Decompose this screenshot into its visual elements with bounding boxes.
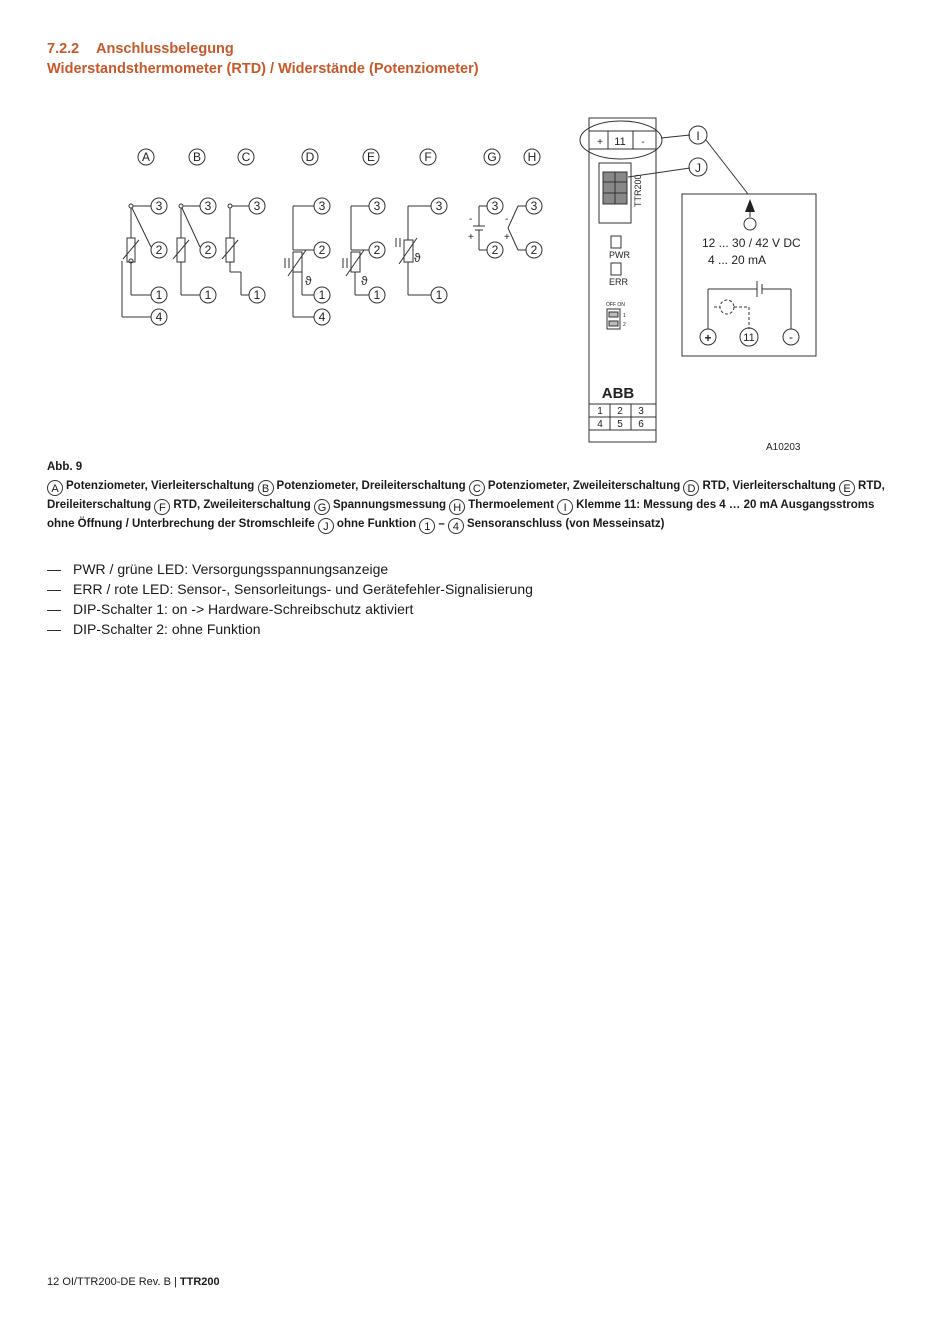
led-err-label: ERR — [609, 277, 629, 287]
list-item — [47, 579, 533, 599]
box-term-11: 11 — [743, 332, 755, 344]
device-terminal-5: 5 — [617, 419, 623, 430]
terminal-f-1: 1 — [435, 288, 443, 302]
notes-list — [47, 559, 533, 639]
theta-symbol-f: ϑ — [414, 251, 421, 265]
caption-key: 1 — [419, 518, 435, 534]
caption-text: RTD, Zweileiterschaltung — [173, 499, 311, 511]
supply-voltage: 12 ... 30 / 42 V DC — [702, 236, 801, 250]
device-ttr200 — [580, 118, 748, 442]
circuit-g — [468, 198, 503, 258]
variant-label-b: B — [192, 150, 202, 164]
device-terminal-6: 6 — [638, 419, 644, 430]
section-heading — [47, 41, 234, 57]
terminal-e-3: 3 — [373, 199, 381, 213]
dash-marker: — — [47, 581, 61, 597]
caption-key: 4 — [448, 518, 464, 534]
terminal-b-1: 1 — [204, 288, 212, 302]
dash-marker: — — [47, 601, 61, 617]
dip-1-label: 1 — [623, 313, 626, 319]
variant-label-g: G — [487, 150, 497, 164]
device-term-plus: + — [597, 137, 603, 148]
callout-i: I — [696, 129, 700, 143]
terminal-c-1: 1 — [253, 288, 261, 302]
section-subtitle: Widerstandsthermometer (RTD) / Widerstände (Potenziometer) — [47, 61, 479, 77]
dash-marker: — — [47, 561, 61, 577]
caption-key: H — [449, 499, 465, 515]
caption-key: G — [314, 499, 330, 515]
caption-item — [314, 499, 447, 514]
circuit-a — [122, 198, 167, 325]
caption-text: RTD, Vierleiterschaltung — [702, 480, 836, 492]
led-pwr-label: PWR — [609, 250, 630, 260]
output-current: 4 ... 20 mA — [708, 253, 767, 267]
variant-label-f: F — [424, 150, 432, 164]
terminal-e-2: 2 — [373, 243, 381, 257]
figure-code: A10203 — [766, 442, 801, 453]
device-terminal-1: 1 — [597, 406, 603, 417]
caption-text: Klemme 11: Messung des 4 … 20 mA Ausgangsstroms ohne Öffnung / Unterbrechung der Stromschleife — [47, 499, 875, 530]
circuit-c — [222, 198, 265, 303]
document-id: OI/TTR200-DE Rev. B — [62, 1276, 171, 1288]
circuit-e — [343, 198, 385, 303]
circuit-b — [173, 198, 216, 303]
section-number: 7.2.2 — [47, 41, 80, 57]
polarity-minus-h: - — [505, 214, 509, 225]
wiring-diagram — [0, 110, 950, 455]
terminal-d-2: 2 — [318, 243, 326, 257]
caption-range-sep: – — [438, 518, 445, 530]
terminal-a-1: 1 — [155, 288, 163, 302]
note-text: ERR / rote LED: Sensor-, Sensorleitungs- und Gerätefehler-Signalisierung — [73, 581, 533, 597]
variant-label-h: H — [527, 150, 537, 164]
section-title: Anschlussbelegung — [96, 41, 234, 57]
caption-title: Abb. 9 — [47, 461, 83, 473]
terminal-a-4: 4 — [155, 310, 163, 324]
variant-label-a: A — [141, 150, 151, 164]
terminal-a-2: 2 — [155, 243, 163, 257]
dash-marker: — — [47, 621, 61, 637]
theta-symbol-d: ϑ — [305, 274, 312, 288]
terminal-c-3: 3 — [253, 199, 261, 213]
circuit-f — [396, 198, 447, 303]
list-item — [47, 619, 533, 639]
terminal-d-1: 1 — [318, 288, 326, 302]
figure-caption — [47, 458, 902, 534]
caption-key: J — [318, 518, 334, 534]
product-name: TTR200 — [179, 1276, 220, 1288]
terminal-d-3: 3 — [318, 199, 326, 213]
abb-logo: ABB — [601, 385, 635, 402]
caption-key: B — [258, 480, 274, 496]
caption-item — [154, 499, 311, 514]
device-term-11: 11 — [614, 136, 626, 148]
terminal-g-2: 2 — [491, 243, 499, 257]
polarity-plus-h: + — [504, 232, 510, 243]
callout-j: J — [695, 161, 701, 175]
caption-text: Potenziometer, Dreileiterschaltung — [276, 480, 466, 492]
caption-text: Sensoranschluss (von Messeinsatz) — [466, 518, 665, 530]
list-item — [47, 599, 533, 619]
caption-item — [683, 480, 836, 495]
page-footer — [47, 1276, 220, 1288]
dip-title: OFF ON — [606, 302, 625, 308]
caption-text: Potenziometer, Vierleiterschaltung — [66, 480, 255, 492]
caption-key: F — [154, 499, 170, 515]
terminal-h-3: 3 — [530, 199, 538, 213]
caption-text: Potenziometer, Zweileiterschaltung — [487, 480, 681, 492]
terminal-d-4: 4 — [318, 310, 326, 324]
caption-text: Spannungsmessung — [332, 499, 447, 511]
terminal-b-3: 3 — [204, 199, 212, 213]
terminal-f-3: 3 — [435, 199, 443, 213]
dip-2-label: 2 — [623, 322, 626, 328]
box-term-minus: - — [789, 330, 793, 344]
footer-separator: | — [173, 1276, 177, 1288]
terminal-a-3: 3 — [155, 199, 163, 213]
caption-item — [318, 518, 417, 533]
variant-labels — [138, 149, 540, 165]
device-terminal-2: 2 — [617, 406, 623, 417]
caption-item — [449, 499, 554, 514]
device-model-label: TTR200 — [633, 174, 643, 207]
note-text: PWR / grüne LED: Versorgungsspannungsanzeige — [73, 561, 389, 577]
polarity-minus-g: - — [469, 214, 473, 225]
variant-label-c: C — [241, 150, 251, 164]
theta-symbol-e: ϑ — [361, 274, 368, 288]
circuit-h — [504, 198, 542, 258]
current-measurement-box — [682, 194, 816, 356]
terminal-b-2: 2 — [204, 243, 212, 257]
list-item — [47, 559, 533, 579]
terminal-g-3: 3 — [491, 199, 499, 213]
caption-key: E — [839, 480, 855, 496]
caption-key: A — [47, 480, 63, 496]
page-number: 12 — [47, 1276, 60, 1288]
caption-item — [258, 480, 466, 495]
caption-text: Thermoelement — [468, 499, 554, 511]
circuit-d — [285, 198, 330, 325]
variant-label-d: D — [305, 150, 315, 164]
device-terminal-3: 3 — [638, 406, 644, 417]
polarity-plus-g: + — [468, 232, 474, 243]
device-term-minus: - — [641, 137, 645, 148]
note-text: DIP-Schalter 1: on -> Hardware-Schreibschutz aktiviert — [73, 601, 414, 617]
terminal-e-1: 1 — [373, 288, 381, 302]
caption-item — [469, 480, 681, 495]
device-terminal-4: 4 — [597, 419, 603, 430]
caption-item — [419, 518, 665, 533]
note-text: DIP-Schalter 2: ohne Funktion — [73, 621, 261, 637]
caption-text: RTD, Dreileiterschaltung — [47, 480, 885, 511]
caption-key: D — [683, 480, 699, 496]
box-term-plus: + — [704, 331, 712, 345]
terminal-h-2: 2 — [530, 243, 538, 257]
variant-label-e: E — [366, 150, 376, 164]
caption-item — [47, 480, 255, 495]
caption-key: C — [469, 480, 485, 496]
caption-key: I — [557, 499, 573, 515]
caption-text: ohne Funktion — [336, 518, 417, 530]
